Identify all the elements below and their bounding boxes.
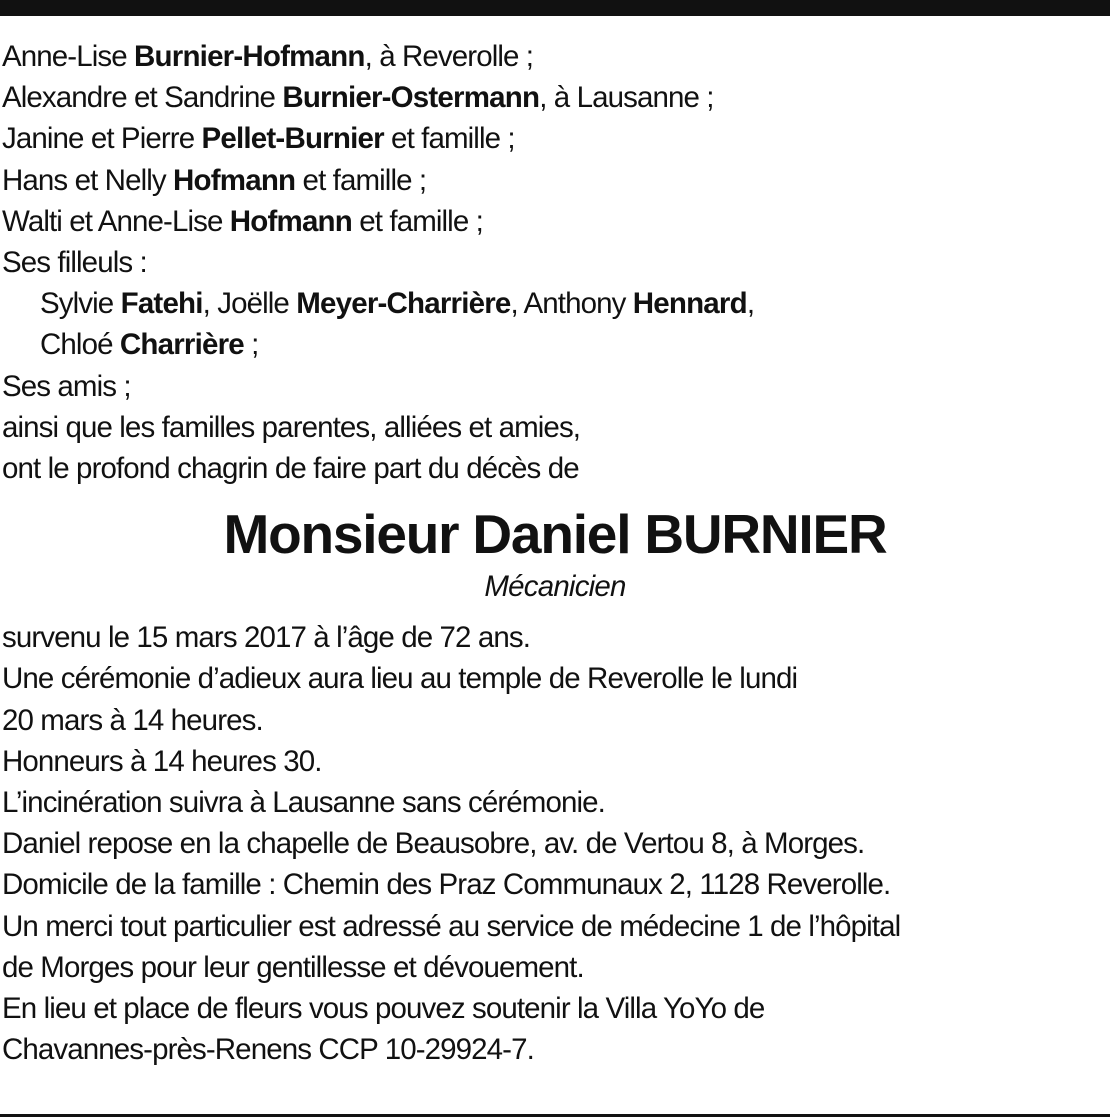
announcement-line: ont le profond chagrin de faire part du décès de xyxy=(2,452,579,486)
deceased-name: Monsieur Daniel BURNIER xyxy=(223,503,887,566)
family-line: Anne-Lise Burnier-Hofmann, à Reverolle ; xyxy=(2,40,534,73)
detail-line: L’incinération suivra à Lausanne sans cérémonie. xyxy=(2,786,605,820)
top-border-rule xyxy=(0,0,1110,16)
detail-line: de Morges pour leur gentillesse et dévouement. xyxy=(2,950,584,984)
relatives-line: ainsi que les familles parentes, alliées et amies, xyxy=(2,410,581,444)
family-line: Hans et Nelly Hofmann et famille ; xyxy=(2,163,427,197)
godchildren-line: Sylvie Fatehi, Joëlle Meyer-Charrière, Anthony Hennard, xyxy=(40,287,755,321)
godchildren-label: Ses filleuls : xyxy=(2,246,147,280)
detail-line: survenu le 15 mars 2017 à l’âge de 72 ans. xyxy=(2,621,530,655)
detail-line: Chavannes-près-Renens CCP 10-29924-7. xyxy=(2,1033,534,1067)
family-surname: Hofmann xyxy=(173,163,296,197)
detail-line: Domicile de la famille : Chemin des Praz Communaux 2, 1128 Reverolle. xyxy=(2,868,891,902)
family-line: Janine et Pierre Pellet-Burnier et famille ; xyxy=(2,122,515,156)
deceased-profession: Mécanicien xyxy=(484,570,626,604)
obituary-notice xyxy=(2,36,1108,1070)
family-surname: Hofmann xyxy=(229,204,352,238)
bottom-border-rule xyxy=(0,1114,1110,1117)
friends-line: Ses amis ; xyxy=(2,369,131,403)
detail-line: Un merci tout particulier est adressé au service de médecine 1 de l’hôpital xyxy=(2,909,901,943)
detail-line: En lieu et place de fleurs vous pouvez soutenir la Villa YoYo de xyxy=(2,992,765,1026)
detail-line: Une cérémonie d’adieux aura lieu au temple de Reverolle le lundi xyxy=(2,662,798,696)
detail-line: Honneurs à 14 heures 30. xyxy=(2,744,322,778)
godchildren-line: Chloé Charrière ; xyxy=(40,328,259,362)
family-line: Alexandre et Sandrine Burnier-Ostermann, à Lausanne ; xyxy=(2,81,714,115)
family-line: Walti et Anne-Lise Hofmann et famille ; xyxy=(2,204,483,238)
family-surname: Pellet-Burnier xyxy=(201,122,384,156)
detail-line: Daniel repose en la chapelle de Beausobre, av. de Vertou 8, à Morges. xyxy=(2,827,865,861)
family-surname: Burnier-Ostermann xyxy=(282,81,540,115)
detail-line: 20 mars à 14 heures. xyxy=(2,703,263,737)
family-surname: Burnier-Hofmann xyxy=(134,40,365,73)
